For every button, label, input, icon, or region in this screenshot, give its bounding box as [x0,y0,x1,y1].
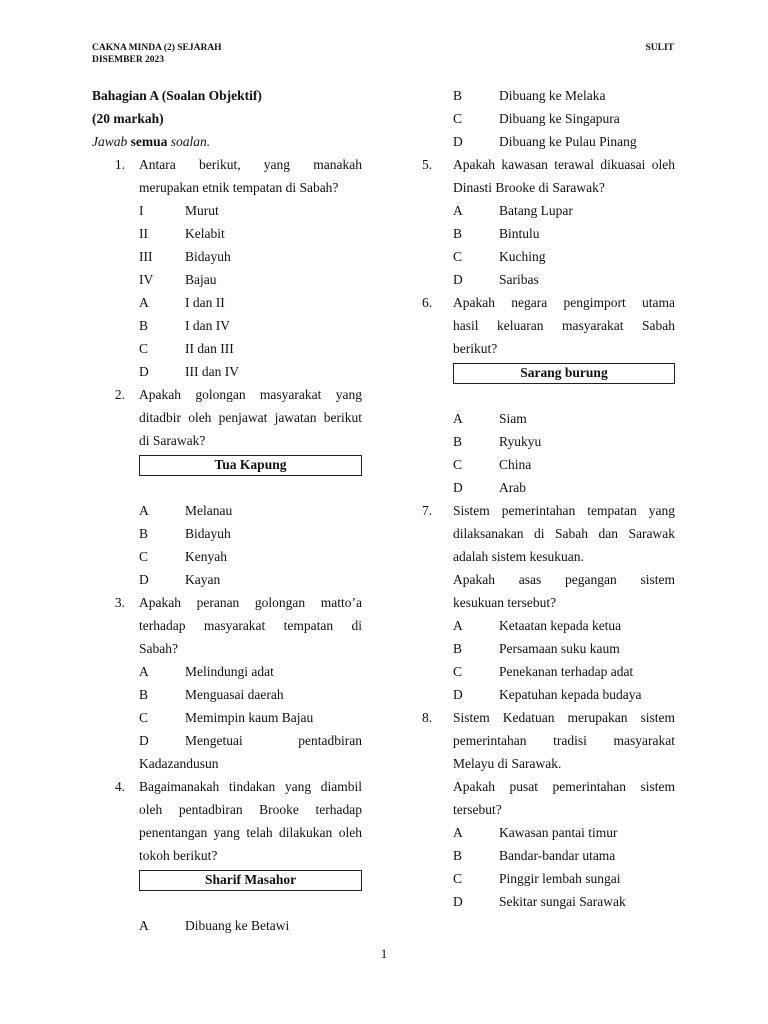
statement-text: Bajau [185,272,217,287]
question-number: 5. [422,157,433,172]
option-text: Dibuang ke Betawi [185,918,290,933]
answer-option[interactable] [422,222,675,245]
option-letter: C [453,871,463,886]
question-text: Dinasti Brooke di Sarawak? [453,180,605,195]
option-text: Kawasan pantai timur [499,825,618,840]
question-text: Apakah pusat pemerintahan sistem [453,779,675,794]
question-text: Apakah golongan masyarakat yang [139,387,362,402]
option-text: Mengetuai pentadbiran [185,733,362,748]
section-marks: (20 markah) [92,111,164,126]
instruction-bold: semua [130,134,168,149]
question-number: 6. [422,295,433,310]
statement-numeral: II [139,226,148,241]
answer-option[interactable] [92,545,362,568]
option-letter: A [139,503,149,518]
option-letter: D [453,134,463,149]
option-text: II dan III [185,341,234,356]
option-text: I dan II [185,295,225,310]
option-text: Sekitar sungai Sarawak [499,894,626,909]
option-text: Batang Lupar [499,203,573,218]
question-text: Antara berikut, yang manakah [139,157,362,172]
option-text: Persamaan suku kaum [499,641,620,656]
option-text: Ketaatan kepada ketua [499,618,622,633]
option-text: Dibuang ke Pulau Pinang [499,134,637,149]
question-text: oleh pentadbiran Brooke terhadap [139,802,362,817]
answer-option[interactable] [422,430,675,453]
question-text: Sistem Kedatuan merupakan sistem [453,710,675,725]
question-5 [422,153,675,291]
option-letter: C [139,341,149,356]
option-letter: B [139,687,149,702]
statement-text: Kelabit [185,226,225,241]
question-text: Sabah? [139,641,178,656]
page-number: 1 [380,946,388,961]
instruction-italic: Jawab [92,134,128,149]
option-letter: D [453,687,463,702]
option-text: China [499,457,532,472]
answer-option[interactable] [422,683,675,706]
option-letter: D [453,272,463,287]
option-letter: C [453,249,463,264]
answer-option[interactable] [422,637,675,660]
question-text: Apakah kawasan terawal dikuasai oleh [453,157,675,172]
answer-option[interactable] [422,84,675,107]
answer-option[interactable] [422,867,675,890]
statement-text: Murut [185,203,219,218]
header-subject: CAKNA MINDA (2) SEJARAH [92,43,222,53]
question-text: Apakah peranan golongan matto’a [139,595,362,610]
option-letter: C [139,549,149,564]
option-text: Kayan [185,572,221,587]
question-text: di Sarawak? [139,433,206,448]
answer-option[interactable] [92,706,362,729]
option-letter: C [453,457,463,472]
option-text: Melindungi adat [185,664,274,679]
answer-option[interactable] [422,245,675,268]
option-text: Bidayuh [185,526,231,541]
question-7 [422,499,675,706]
answer-option[interactable] [92,291,362,314]
option-letter: A [139,918,149,933]
stimulus-box: Tua Kapung [139,455,362,476]
answer-option[interactable] [422,614,675,637]
section-title: Bahagian A (Soalan Objektif) [92,88,262,103]
option-letter: B [139,318,149,333]
question-text: ditadbir oleh penjawat jawatan berikut [139,410,362,425]
question-3 [92,591,362,775]
option-letter: B [453,641,463,656]
option-text-continued: Kadazandusun [139,756,219,771]
answer-option[interactable] [92,337,362,360]
instruction-italic-end: soalan. [170,134,211,149]
right-column [422,84,675,913]
answer-option[interactable] [92,729,362,752]
left-column [92,84,362,937]
option-letter: B [453,434,463,449]
answer-option[interactable] [92,568,362,591]
option-text: Saribas [499,272,539,287]
statement-numeral: I [139,203,144,218]
statement-numeral: IV [139,272,154,287]
question-number: 7. [422,503,433,518]
option-text: Penekanan terhadap adat [499,664,634,679]
question-text: hasil keluaran masyarakat Sabah [453,318,675,333]
statement-text: Bidayuh [185,249,231,264]
option-letter: A [139,295,149,310]
option-letter: B [453,226,463,241]
answer-option[interactable] [422,844,675,867]
question-text: kesukuan tersebut? [453,595,557,610]
section-instruction [92,130,362,153]
statement [92,268,362,291]
answer-option[interactable] [422,199,675,222]
question-number: 2. [114,387,125,402]
answer-option[interactable] [422,821,675,844]
answer-option[interactable] [422,130,675,153]
option-letter: B [453,88,463,103]
option-letter: C [453,664,463,679]
option-text: I dan IV [185,318,230,333]
question-number: 8. [422,710,433,725]
option-letter: A [139,664,149,679]
answer-option[interactable] [92,660,362,683]
option-text: III dan IV [185,364,239,379]
question-text: tersebut? [453,802,502,817]
header-date: DISEMBER 2023 [92,55,165,65]
answer-option[interactable] [92,914,362,937]
question-text: Melayu di Sarawak. [453,756,562,771]
statement [92,245,362,268]
option-text: Siam [499,411,527,426]
question-text: Sistem pemerintahan tempatan yang [453,503,675,518]
option-letter: A [453,618,463,633]
option-letter: D [453,480,463,495]
option-letter: D [453,894,463,909]
option-letter: C [139,710,149,725]
question-number: 1. [114,157,125,172]
option-letter: D [139,364,149,379]
question-text: Bagaimanakah tindakan yang diambil [139,779,362,794]
option-text: Ryukyu [499,434,542,449]
question-6 [422,291,675,499]
question-text: terhadap masyarakat tempatan di [139,618,362,633]
question-number: 4. [114,779,125,794]
answer-option[interactable] [92,499,362,522]
question-4 [92,775,362,937]
option-letter: B [139,526,149,541]
question-4-continued [422,84,675,153]
statement [92,222,362,245]
option-text: Melanau [185,503,233,518]
header-classification: SULIT [645,43,674,53]
option-text: Memimpin kaum Bajau [185,710,314,725]
answer-option[interactable] [422,107,675,130]
option-text: Kuching [499,249,546,264]
option-letter: C [453,111,463,126]
question-text: dilaksanakan di Sabah dan Sarawak [453,526,675,541]
option-text: Dibuang ke Singapura [499,111,620,126]
statement [92,199,362,222]
answer-option[interactable] [92,683,362,706]
answer-option[interactable] [422,660,675,683]
option-letter: A [453,203,463,218]
question-text: Apakah negara pengimport utama [453,295,675,310]
answer-option[interactable] [422,407,675,430]
option-text: Kenyah [185,549,227,564]
answer-option[interactable] [422,890,675,913]
question-text: penentangan yang telah dilakukan oleh [139,825,362,840]
answer-option[interactable] [422,476,675,499]
statement-numeral: III [139,249,153,264]
stimulus-box: Sharif Masahor [139,870,362,891]
answer-option[interactable] [92,314,362,337]
option-letter: B [453,848,463,863]
option-text: Bintulu [499,226,540,241]
option-letter: A [453,825,463,840]
question-number: 3. [114,595,125,610]
option-letter: A [453,411,463,426]
option-letter: D [139,572,149,587]
option-text: Menguasai daerah [185,687,284,702]
option-text: Kepatuhan kepada budaya [499,687,642,702]
option-text: Arab [499,480,526,495]
answer-option[interactable] [422,453,675,476]
question-text: adalah sistem kesukuan. [453,549,584,564]
question-text: berikut? [453,341,498,356]
question-text: Apakah asas pegangan sistem [453,572,675,587]
question-1 [92,153,362,383]
question-8 [422,706,675,913]
stimulus-box: Sarang burung [453,363,675,384]
answer-option[interactable] [92,360,362,383]
question-text: tokoh berikut? [139,848,218,863]
option-text: Pinggir lembah sungai [499,871,621,886]
question-2 [92,383,362,591]
answer-option[interactable] [422,268,675,291]
answer-option[interactable] [92,522,362,545]
question-text: pemerintahan tradisi masyarakat [453,733,675,748]
question-text: merupakan etnik tempatan di Sabah? [139,180,339,195]
option-text: Dibuang ke Melaka [499,88,606,103]
option-text: Bandar-bandar utama [499,848,616,863]
option-letter: D [139,733,149,748]
